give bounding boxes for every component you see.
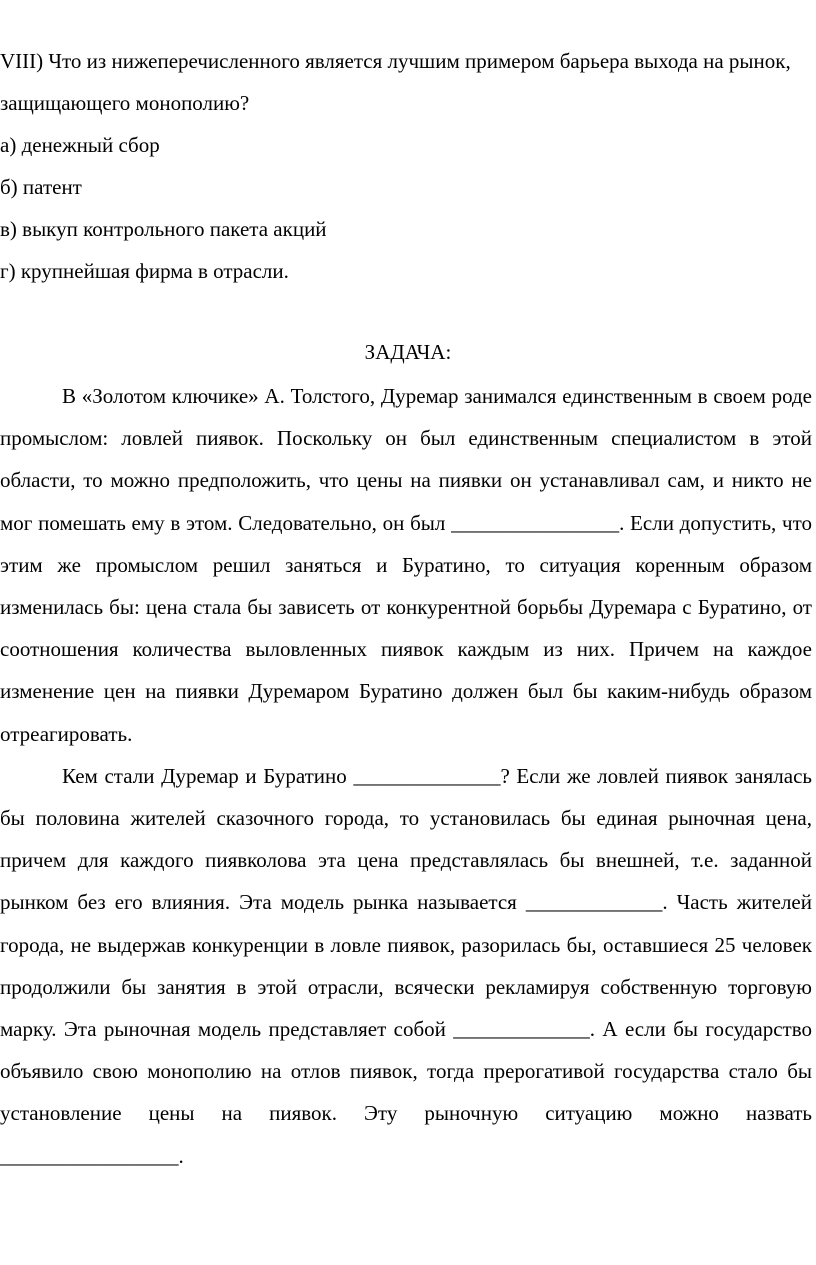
answer-option-c: в) выкуп контрольного пакета акций bbox=[0, 217, 327, 241]
task-body bbox=[0, 375, 812, 1177]
task-heading: ЗАДАЧА: bbox=[364, 340, 452, 364]
question-block bbox=[0, 40, 816, 292]
question-text: VIII) Что из нижеперечисленного является лучшим примером барьера выхода на рынок, защищающего монополию? bbox=[0, 49, 791, 115]
answer-option-d: г) крупнейшая фирма в отрасли. bbox=[0, 259, 289, 283]
answer-option-a: а) денежный сбор bbox=[0, 133, 160, 157]
task-paragraph-2: Кем стали Дуремар и Буратино ______________? Если же ловлей пиявок занялась бы половина жителей сказочного города, то установилась бы единая рыночная цена, причем для каждого пиявколова эта цена представлялась бы внешней, т.е. заданной рынком без его влияния. Эта модель рынка называется _____________. Часть жителей города, не выдержав конкуренции в ловле пиявок, разорилась бы, оставшиеся 25 человек продолжили бы занятия в этой отрасли, всячески рекламируя собственную торговую марку. Эта рыночная модель представляет собой _____________. А если бы государство объявило свою монополию на отлов пиявок, тогда прерогативой государства стало бы установление цены на пиявок. Эту рыночную ситуацию можно назвать _________________. bbox=[0, 763, 812, 1168]
answer-option-b: б) патент bbox=[0, 175, 82, 199]
task-paragraph-1: В «Золотом ключике» А. Толстого, Дуремар занимался единственным в своем роде промыслом: ловлей пиявок. Поскольку он был единственным специалистом в этой области, то можно предположить, что цены на пиявки он устанавливал сам, и никто не мог помешать ему в этом. Следовательно, он был ________________. Если допустить, что этим же промыслом решил заняться и Буратино, то ситуация коренным образом изменилась бы: цена стала бы зависеть от конкурентной борьбы Дуремара с Буратино, от соотношения количества выловленных пиявок каждым из них. Причем на каждое изменение цен на пиявки Дуремаром Буратино должен был бы каким-нибудь образом отреагировать. bbox=[0, 384, 812, 746]
